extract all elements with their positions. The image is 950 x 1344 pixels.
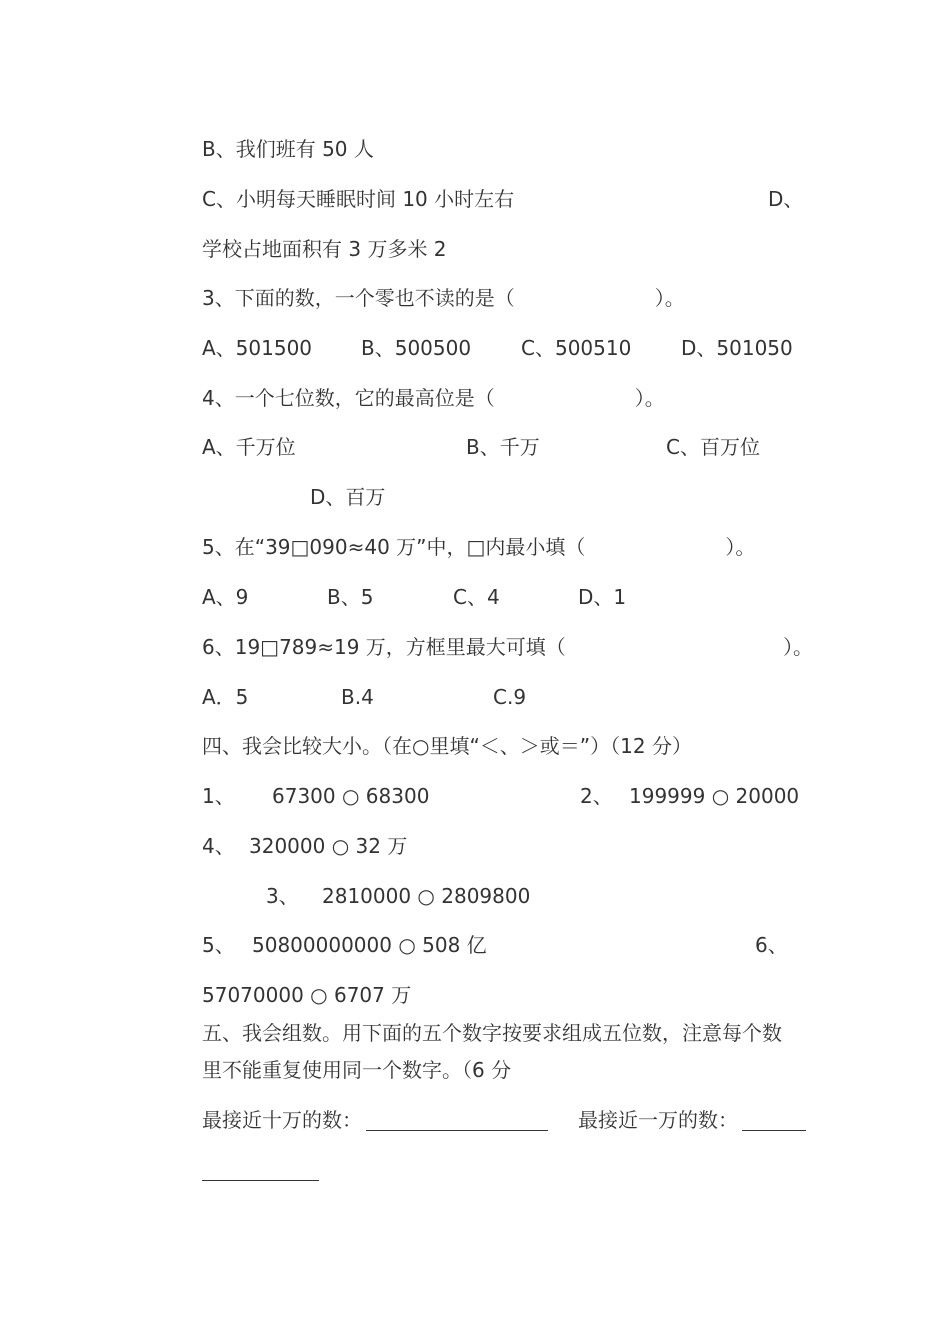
compare-5-expr: 50800000000 ○ 508 亿 bbox=[252, 933, 487, 957]
q5-option-a: A、9 bbox=[202, 585, 249, 609]
q6-stem-left: 6、19□789≈19 万，方框里最大可填（ bbox=[202, 635, 566, 659]
section4-heading: 四、我会比较大小。（在○里填“＜、＞或＝”）（12 分） bbox=[202, 734, 692, 758]
option-2d-text: 学校占地面积有 3 万多米 2 bbox=[202, 237, 447, 261]
q3-stem: 3、下面的数，一个零也不读的是（ ）。 bbox=[202, 286, 685, 310]
option-2d-label: D、 bbox=[768, 187, 804, 211]
q5-option-b: B、5 bbox=[327, 585, 374, 609]
closest-100k-answer-blank[interactable] bbox=[366, 1108, 548, 1131]
compare-4-num: 4、 bbox=[202, 834, 235, 858]
compare-1-num: 1、 bbox=[202, 784, 235, 808]
compare-6-num: 6、 bbox=[755, 933, 788, 957]
q6-stem-right: ）。 bbox=[783, 635, 813, 659]
q4-stem: 4、一个七位数，它的最高位是（ ）。 bbox=[202, 386, 665, 410]
q4-option-a: A、千万位 bbox=[202, 435, 296, 459]
q5-option-c: C、4 bbox=[453, 585, 500, 609]
compare-3-num: 3、 bbox=[266, 884, 299, 908]
q3-option-b: B、500500 bbox=[361, 336, 472, 360]
q3-option-d: D、501050 bbox=[681, 336, 793, 360]
q5-option-d: D、1 bbox=[578, 585, 627, 609]
closest-100k-label: 最接近十万的数： bbox=[202, 1108, 362, 1132]
closest-10k-label: 最接近一万的数： bbox=[578, 1108, 738, 1132]
option-2b: B、我们班有 50 人 bbox=[202, 137, 374, 161]
compare-6-expr: 57070000 ○ 6707 万 bbox=[202, 983, 412, 1007]
q6-option-a: A．5 bbox=[202, 685, 249, 709]
compare-2-num: 2、 bbox=[580, 784, 613, 808]
compare-5-num: 5、 bbox=[202, 933, 235, 957]
q4-option-d: D、百万 bbox=[310, 485, 386, 509]
q4-option-b: B、千万 bbox=[466, 435, 540, 459]
q4-option-c: C、百万位 bbox=[666, 435, 760, 459]
compare-2-expr: 199999 ○ 20000 bbox=[629, 784, 800, 808]
closest-10k-answer-blank[interactable] bbox=[742, 1108, 806, 1131]
q3-option-a: A、501500 bbox=[202, 336, 313, 360]
option-2c: C、小明每天睡眠时间 10 小时左右 bbox=[202, 187, 515, 211]
q6-option-b: B.4 bbox=[341, 685, 374, 709]
q6-option-c: C.9 bbox=[493, 685, 527, 709]
q3-option-c: C、500510 bbox=[521, 336, 632, 360]
q5-stem: 5、在“39□090≈40 万”中，□内最小填（ ）。 bbox=[202, 535, 756, 559]
compare-3-expr: 2810000 ○ 2809800 bbox=[322, 884, 531, 908]
compare-4-expr: 320000 ○ 32 万 bbox=[249, 834, 408, 858]
section5-heading-line1: 五、我会组数。用下面的五个数字按要求组成五位数，注意每个数 bbox=[202, 1021, 782, 1045]
section5-heading-line2: 里不能重复使用同一个数字。（6 分 bbox=[202, 1058, 512, 1082]
closest-10k-answer-blank-continued[interactable] bbox=[202, 1158, 319, 1181]
compare-1-expr: 67300 ○ 68300 bbox=[272, 784, 430, 808]
